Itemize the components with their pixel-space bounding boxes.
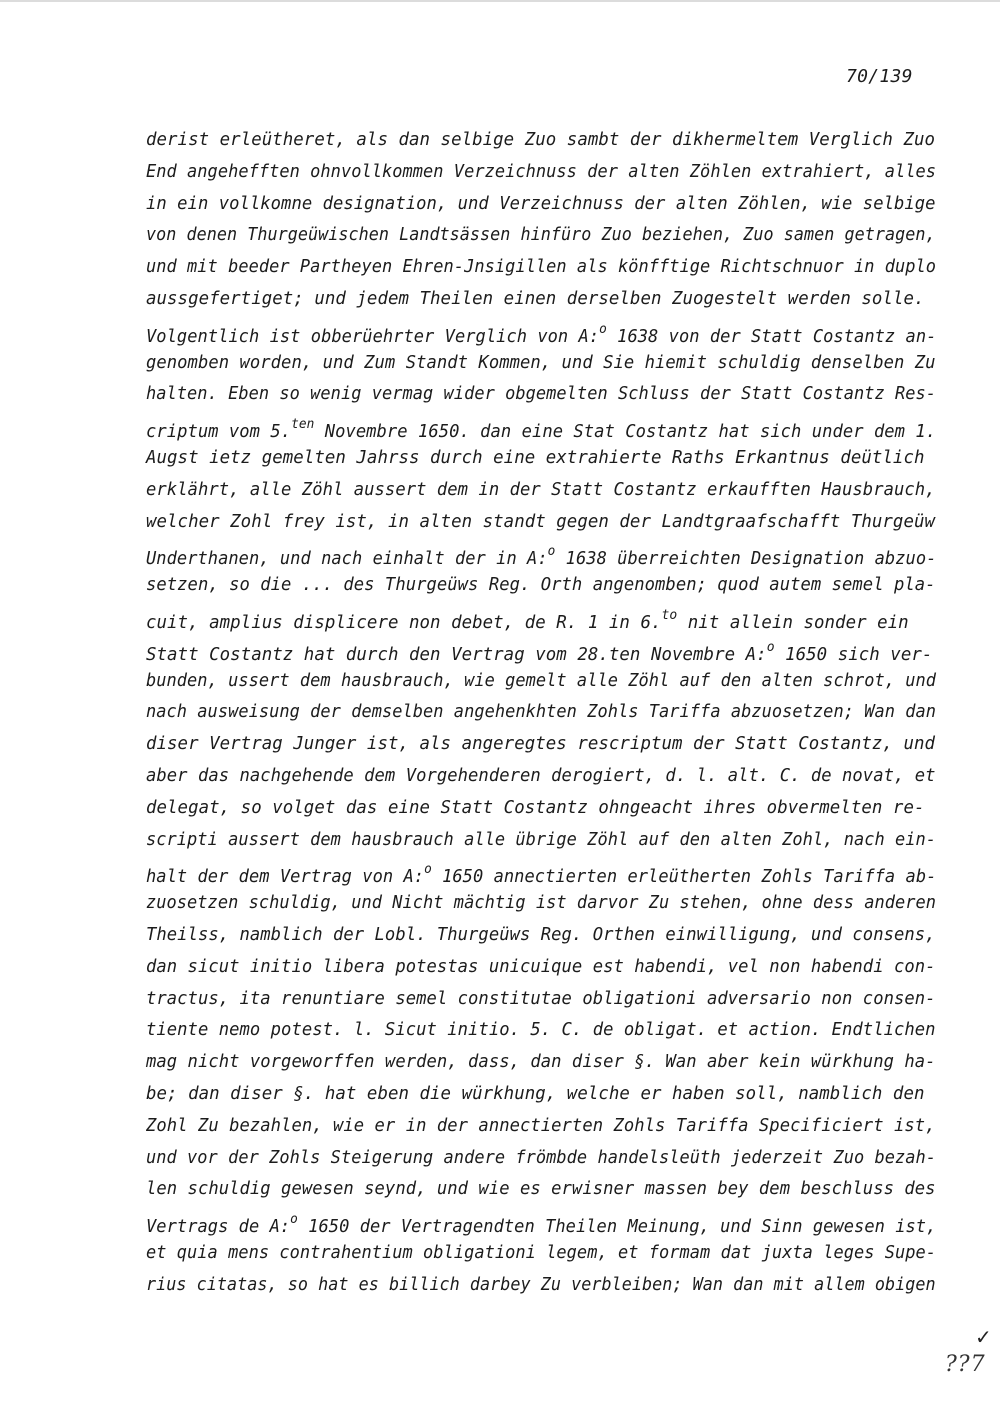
line-text-after: nit allein sonder ein xyxy=(677,612,909,633)
line-text: zuosetzen schuldig, und Nicht mächtig ist darvor Zu stehen, ohne dess anderen xyxy=(146,893,937,914)
check-mark: ✓ xyxy=(975,1325,992,1349)
text-line xyxy=(146,189,936,221)
text-line xyxy=(146,475,936,507)
text-line xyxy=(146,952,936,984)
line-text: Theilss, namblich der Lobl. Thurgeüws Reg. Orthen einwilligung, und consens, xyxy=(146,924,936,945)
text-line xyxy=(146,634,936,666)
line-text: und vor der Zohls Steigerung andere frömbde handelsleüth jederzeit Zuo bezah- xyxy=(146,1147,937,1168)
line-text-before: criptum vom 5. xyxy=(146,421,292,442)
text-line xyxy=(146,1047,936,1079)
line-text: diser Vertrag Junger ist, als angeregtes rescriptum der Statt Costantz, und xyxy=(146,734,936,755)
text-line xyxy=(146,570,936,602)
line-text: be; dan diser §. hat eben die würkhung, welche er haben soll, namblich den xyxy=(146,1083,925,1104)
line-text: erklährt, alle Zöhl aussert dem in der Statt Costantz erkaufften Hausbrauch, xyxy=(146,479,936,500)
line-text-before: Vertrags de A: xyxy=(146,1216,291,1237)
text-line xyxy=(146,411,937,443)
line-text-before: Statt Costantz hat durch den Vertrag vom 28.ten Novembre A: xyxy=(146,644,767,665)
line-text: et quia mens contrahentium obligationi legem, et formam dat juxta leges Supe- xyxy=(146,1242,937,1263)
superscript: o xyxy=(547,544,556,560)
superscript: o xyxy=(290,1212,298,1228)
text-line xyxy=(146,825,937,857)
line-text-before: cuit, amplius displicere non debet, de R. 1 in 6. xyxy=(146,612,662,633)
text-line xyxy=(146,793,936,825)
text-line xyxy=(146,856,937,888)
page-number: 70/139 xyxy=(846,66,913,87)
line-text: halten. Eben so wenig vermag wider obgemelten Schluss der Statt Costantz Res- xyxy=(146,384,937,405)
superscript: to xyxy=(661,607,678,623)
line-text-after: Novembre 1650. dan eine Stat Costantz hat sich under dem 1. xyxy=(314,421,937,442)
line-text-before: halt der dem Vertrag von A: xyxy=(146,867,425,888)
line-text: delegat, so volget das eine Statt Costantz ohngeacht ihres obvermelten re- xyxy=(146,797,925,818)
line-text-before: Volgentlich ist obberüehrter Verglich von A: xyxy=(146,326,600,347)
text-line xyxy=(146,888,937,920)
text-line xyxy=(146,284,936,316)
line-text: welcher Zohl frey ist, in alten standt gegen der Landtgraafschafft Thurgeüw xyxy=(146,511,936,532)
line-text: dan sicut initio libera potestas unicuique est habendi, vel non habendi con- xyxy=(146,956,936,977)
text-line xyxy=(146,507,936,539)
document-body xyxy=(146,125,936,1301)
line-text-after: 1638 von der Statt Costantz an- xyxy=(606,326,937,347)
text-line xyxy=(146,602,936,634)
text-line xyxy=(146,761,936,793)
line-text: tractus, ita renuntiare semel constitutae obligationi adversario non consen- xyxy=(146,988,936,1009)
line-text: aussgefertiget; und jedem Theilen einen derselben Zuogestelt werden solle. xyxy=(146,288,925,309)
superscript: o xyxy=(424,862,432,878)
line-text: len schuldig gewesen seynd, und wie es erwisner massen bey dem beschluss des xyxy=(146,1179,936,1200)
text-line xyxy=(146,1270,936,1302)
line-text: und mit beeder Partheyen Ehren-Jnsigillen als könfftige Richtschnuor in duplo xyxy=(146,257,937,278)
line-text-after: 1650 sich ver- xyxy=(774,644,933,665)
line-text: tiente nemo potest. l. Sicut initio. 5. C. de obligat. et action. Endtlichen xyxy=(146,1020,936,1041)
text-line xyxy=(146,348,936,380)
line-text: bunden, ussert dem hausbrauch, wie gemelt alle Zöhl auf den alten schrot, und xyxy=(146,670,937,691)
text-line xyxy=(146,697,937,729)
line-text-after: 1650 annectierten erleütherten Zohls Tariffa ab- xyxy=(431,867,937,888)
superscript: o xyxy=(766,639,775,655)
text-line xyxy=(146,316,937,348)
text-line xyxy=(146,538,937,570)
line-text: aber das nachgehende dem Vorgehenderen derogiert, d. l. alt. C. de novat, et xyxy=(146,765,936,786)
line-text: in ein vollkomne designation, und Verzeichnuss der alten Zöhlen, wie selbige xyxy=(146,193,936,214)
line-text: setzen, so die ... des Thurgeüws Reg. Orth angenomben; quod autem semel pla- xyxy=(146,575,936,596)
text-line xyxy=(146,1079,936,1111)
line-text: genomben worden, und Zum Standt Kommen, und Sie hiemit schuldig denselben Zu xyxy=(146,352,936,373)
line-text: nach ausweisung der demselben angehenkhten Zohls Tariffa abzuosetzen; Wan dan xyxy=(146,702,937,723)
text-line xyxy=(146,1238,937,1270)
line-text-after: 1638 überreichten Designation abzuo- xyxy=(555,549,937,570)
text-line xyxy=(146,1174,936,1206)
text-line xyxy=(146,984,936,1016)
line-text: mag nicht vorgeworffen werden, dass, dan diser §. Wan aber kein würkhung ha- xyxy=(146,1052,936,1073)
line-text-after: 1650 der Vertragendten Theilen Meinung, und Sinn gewesen ist, xyxy=(297,1216,937,1237)
superscript: o xyxy=(599,321,607,337)
text-line xyxy=(146,125,936,157)
superscript: ten xyxy=(291,417,315,433)
text-line xyxy=(146,157,937,189)
text-line xyxy=(146,1206,937,1238)
line-text: Zohl Zu bezahlen, wie er in der annectierten Zohls Tariffa Specificiert ist, xyxy=(146,1115,936,1136)
text-line xyxy=(146,1111,936,1143)
text-line xyxy=(146,379,937,411)
text-line xyxy=(146,443,936,475)
line-text-before: Underthanen, und nach einhalt der in A: xyxy=(146,549,548,570)
line-text: von denen Thurgeüwischen Landtsässen hinfüro Zuo beziehen, Zuo samen getragen, xyxy=(146,225,936,246)
text-line xyxy=(146,220,936,252)
text-line xyxy=(146,1015,936,1047)
text-line xyxy=(146,920,936,952)
text-line xyxy=(146,1143,937,1175)
line-text: scripti aussert dem hausbrauch alle übrige Zöhl auf den alten Zohl, nach ein- xyxy=(146,829,937,850)
archive-stamp: ??7 xyxy=(945,1352,986,1377)
text-line xyxy=(146,666,937,698)
text-line xyxy=(146,729,936,761)
text-line xyxy=(146,252,937,284)
line-text: Augst ietz gemelten Jahrss durch eine extrahierte Raths Erkantnus deütlich xyxy=(146,447,925,468)
line-text: End angehefften ohnvollkommen Verzeichnuss der alten Zöhlen extrahiert, alles xyxy=(146,161,937,182)
line-text: derist erleütheret, als dan selbige Zuo sambt der dikhermeltem Verglich Zuo xyxy=(146,130,936,150)
page-top-edge xyxy=(0,0,1000,2)
line-text: rius citatas, so hat es billich darbey Zu verbleiben; Wan dan mit allem obigen xyxy=(146,1274,936,1295)
